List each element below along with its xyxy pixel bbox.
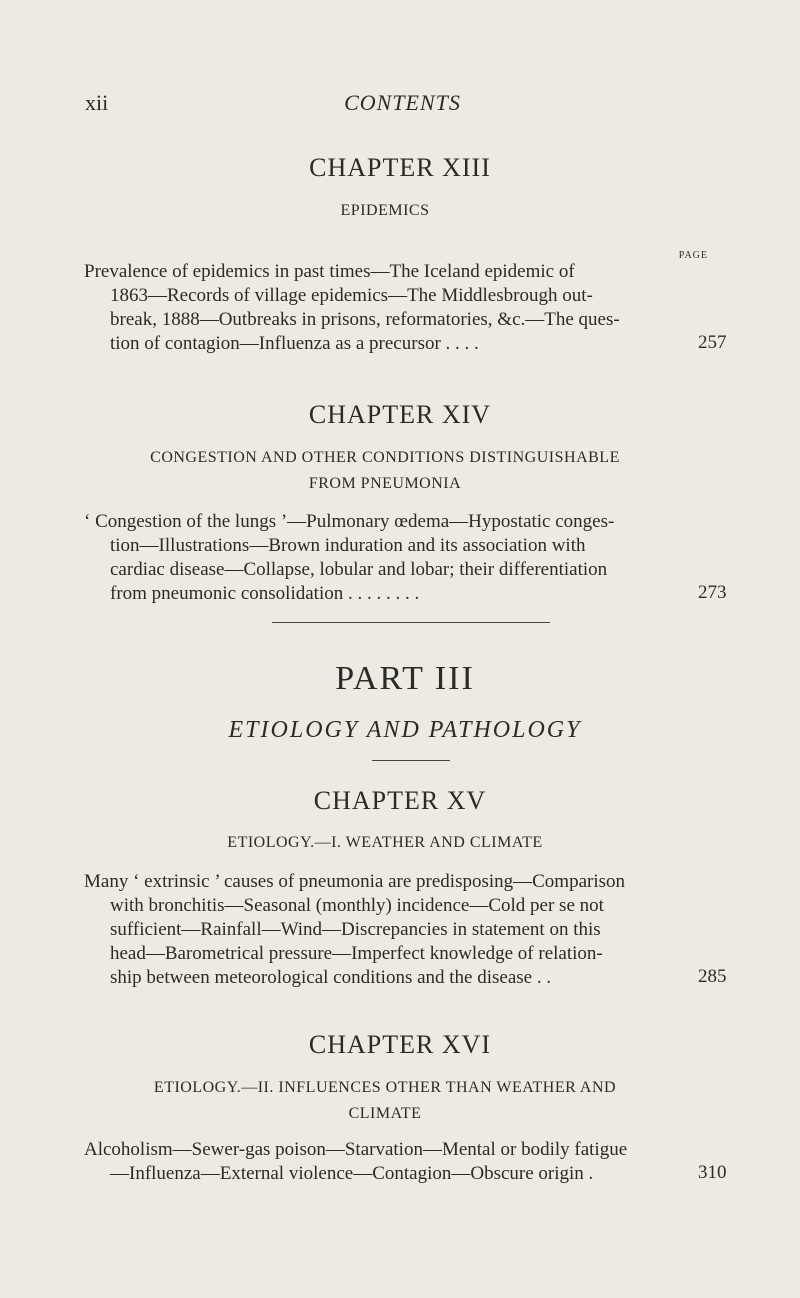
summary-line: —Influenza—External violence—Contagion—Obscure origin . [110, 1163, 594, 1184]
summary-line: from pneumonic consolidation . . . . . . . . [110, 583, 420, 604]
chapter-13-heading: CHAPTER XIII [309, 153, 491, 182]
chapter-13-subtitle: EPIDEMICS [340, 202, 430, 219]
subtitle-line: ETIOLOGY.—II. INFLUENCES OTHER THAN WEATHER AND [153, 1079, 617, 1096]
summary-line: ‘ Congestion of the lungs ’—Pulmonary œdema—Hypostatic conges- [84, 511, 615, 532]
chapter-15-heading: CHAPTER XV [313, 786, 487, 815]
summary-line: Prevalence of epidemics in past times—The Iceland epidemic of [84, 261, 575, 282]
summary-line: cardiac disease—Collapse, lobular and lobar; their differentiation [110, 559, 608, 580]
chapter-13-page-number: 257 [698, 332, 727, 353]
chapter-16-summary [84, 1138, 704, 1186]
chapter-14-summary [84, 510, 704, 606]
chapter-14-heading: CHAPTER XIV [308, 400, 492, 429]
chapter-14-subtitle [60, 445, 710, 497]
summary-line: sufficient—Rainfall—Wind—Discrepancies in statement on this [110, 919, 601, 940]
summary-line: ship between meteorological conditions and the disease . . [110, 967, 552, 988]
summary-line: Alcoholism—Sewer-gas poison—Starvation—Mental or bodily fatigue [84, 1139, 628, 1160]
chapter-16-page-number: 310 [698, 1162, 727, 1183]
section-divider [272, 622, 550, 623]
summary-line: 1863—Records of village epidemics—The Middlesbrough out- [110, 285, 593, 306]
part-3-heading: PART III [335, 660, 475, 697]
summary-line: Many ‘ extrinsic ’ causes of pneumonia are predisposing—Comparison [84, 871, 626, 892]
chapter-16-subtitle [60, 1075, 710, 1127]
page-folio: xii [85, 90, 109, 115]
summary-line: with bronchitis—Seasonal (monthly) incidence—Cold per se not [110, 895, 604, 916]
running-head [85, 90, 690, 120]
summary-line: tion—Illustrations—Brown induration and its association with [110, 535, 586, 556]
chapter-14-page-number: 273 [698, 582, 727, 603]
part-3-title: ETIOLOGY AND PATHOLOGY [228, 717, 582, 743]
part-divider [372, 760, 450, 761]
chapter-15-page-number: 285 [698, 966, 727, 987]
running-title: CONTENTS [344, 90, 461, 115]
chapter-15-summary [84, 870, 704, 990]
page-column-label: PAGE [678, 250, 708, 261]
subtitle-line: CONGESTION AND OTHER CONDITIONS DISTINGUISHABLE [150, 449, 620, 466]
chapter-15-subtitle: ETIOLOGY.—I. WEATHER AND CLIMATE [227, 834, 543, 851]
chapter-16-heading: CHAPTER XVI [308, 1030, 492, 1059]
summary-line: break, 1888—Outbreaks in prisons, reformatories, &c.—The ques- [110, 309, 620, 330]
chapter-13-summary [84, 260, 704, 356]
subtitle-line: FROM PNEUMONIA [308, 475, 462, 492]
summary-line: head—Barometrical pressure—Imperfect knowledge of relation- [110, 943, 603, 964]
summary-line: tion of contagion—Influenza as a precursor . . . . [110, 333, 479, 354]
subtitle-line: CLIMATE [348, 1105, 422, 1122]
